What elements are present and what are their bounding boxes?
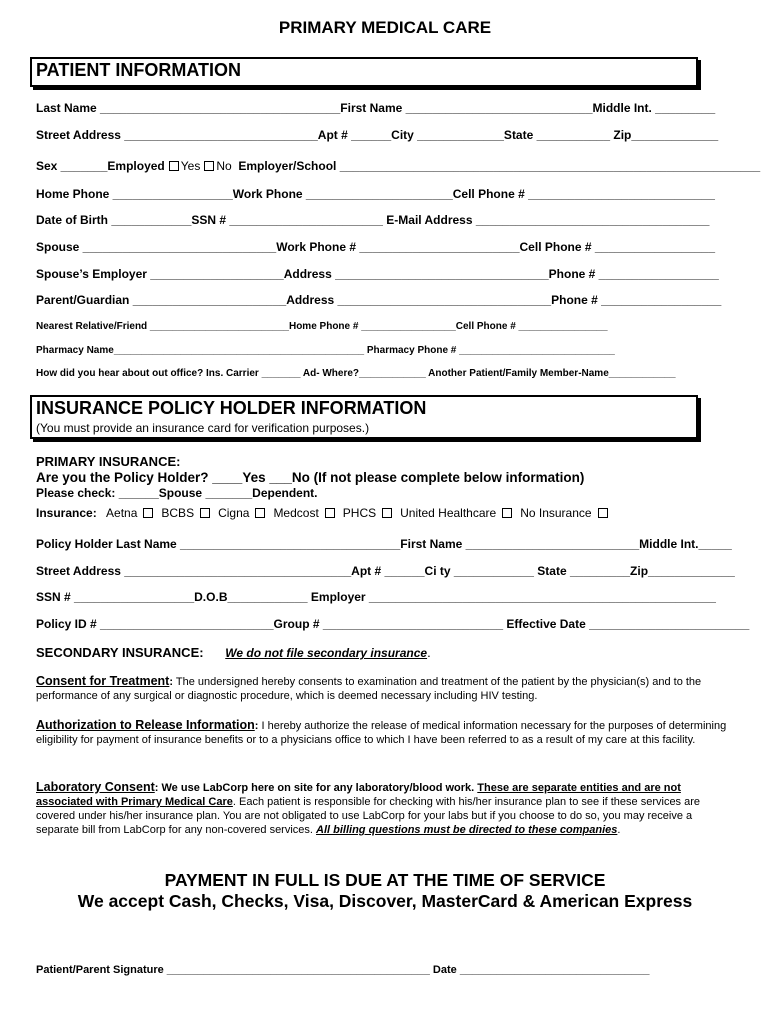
policy-holder-address-row[interactable]: Street Address __________________________________Apt # ______Ci ty ____________ State _________Zip_____________ (36, 564, 735, 578)
laboratory-consent-label: Laboratory Consent (36, 780, 155, 794)
consent-treatment-paragraph (36, 674, 736, 703)
carrier-checkbox[interactable] (502, 508, 512, 518)
payment-due-line: PAYMENT IN FULL IS DUE AT THE TIME OF SERVICE (164, 870, 606, 890)
accepted-payment-line: We accept Cash, Checks, Visa, Discover, MasterCard & American Express (77, 891, 693, 911)
secondary-insurance-row (36, 645, 431, 660)
employer-school-label: Employer/School _______________________________________________________________ (238, 159, 761, 173)
last-name-row[interactable]: Last Name ____________________________________First Name ____________________________Middle Int. _________ (36, 101, 716, 115)
policy-holder-ssn-row[interactable]: SSN # __________________D.O.B____________ Employer ____________________________________________________ (36, 590, 716, 604)
dob-ssn-email-row[interactable]: Date of Birth ____________SSN # _______________________ E-Mail Address ___________________________________ (36, 213, 710, 227)
carrier-label: Medcost (273, 506, 319, 520)
patient-info-header-box (30, 57, 698, 87)
sex-employed-row[interactable] (36, 159, 760, 173)
no-label: No (216, 159, 232, 173)
pharmacy-row[interactable]: Pharmacy Name_____________________________________________ Pharmacy Phone # ____________________________ (36, 345, 615, 356)
please-check-row[interactable]: Please check: ______Spouse _______Dependent. (36, 486, 318, 500)
carrier-checkbox[interactable] (598, 508, 608, 518)
lab-period: . (232, 796, 236, 808)
policy-holder-question[interactable]: Are you the Policy Holder? ____Yes ___No (If not please complete below information) (36, 470, 585, 485)
carrier-label: United Healthcare (400, 506, 497, 520)
secondary-insurance-label: SECONDARY INSURANCE: (36, 645, 204, 660)
employed-no-checkbox[interactable] (204, 161, 214, 171)
patient-info-heading: PATIENT INFORMATION (36, 60, 241, 80)
authorization-paragraph (36, 718, 736, 747)
insurance-header-box (30, 395, 698, 439)
yes-label: Yes (180, 159, 201, 173)
spouse-row[interactable]: Spouse _____________________________Work Phone # ________________________Cell Phone # __________________ (36, 240, 715, 254)
consent-treatment-label: Consent for Treatment (36, 674, 170, 688)
policy-holder-name-row[interactable]: Policy Holder Last Name _________________________________First Name __________________________Middle Int._____ (36, 537, 732, 551)
laboratory-consent-text: Each patient is responsible for checking with his/her insurance plan to see if these services are covered under his/her insurance plan. You are not obligated to use LabCorp for your labs but if you choose to do so, you may receive a separate bill from LabCorp for any non-covered services. (36, 796, 701, 836)
billing-questions-note: All billing questions must be directed to these companies (316, 824, 618, 836)
authorization-text: I hereby authorize the release of medical information necessary for the purposes of determining eligibility for payment of insurance benefits or to a physicians office to which I have been referred to as a result of my care at this facility. (36, 720, 727, 746)
separate-entities-statement: These are separate entities and are not associated with Primary Medical Care (36, 782, 681, 808)
laboratory-consent-colon: : (154, 782, 159, 794)
carrier-label: No Insurance (520, 506, 592, 520)
authorization-colon: : (254, 720, 259, 732)
insurance-carrier-row[interactable] (36, 506, 610, 520)
primary-insurance-label: PRIMARY INSURANCE: (36, 454, 181, 469)
insurance-label: Insurance: (36, 506, 97, 520)
labcorp-statement: We use LabCorp here on site for any laboratory/blood work. (158, 782, 478, 794)
carrier-checkbox[interactable] (382, 508, 392, 518)
lab-end-period: . (617, 824, 621, 836)
form-title: PRIMARY MEDICAL CARE (278, 18, 492, 37)
consent-treatment-colon: : (169, 676, 174, 688)
parent-guardian-row[interactable]: Parent/Guardian _______________________Address ________________________________Phone # __________________ (36, 293, 722, 307)
carrier-checkbox[interactable] (143, 508, 153, 518)
consent-treatment-text: The undersigned hereby consents to examination and treatment of the patient by the physician(s) and to the performance of any surgical or diagnostic procedure, which is deemed necessary including HIV testing. (36, 676, 702, 702)
carrier-checkbox[interactable] (200, 508, 210, 518)
carrier-list[interactable] (100, 506, 610, 520)
sex-employed-label: Sex _______Employed (36, 159, 165, 173)
carrier-checkbox[interactable] (325, 508, 335, 518)
insurance-heading: INSURANCE POLICY HOLDER INFORMATION (36, 398, 427, 418)
phone-row[interactable]: Home Phone __________________Work Phone ______________________Cell Phone # ____________________________ (36, 187, 715, 201)
carrier-label: PHCS (342, 506, 377, 520)
insurance-subheading: (You must provide an insurance card for verification purposes.) (36, 421, 370, 435)
carrier-label: Aetna (106, 506, 138, 520)
carrier-label: Cigna (218, 506, 250, 520)
authorization-label: Authorization to Release Information (36, 718, 255, 732)
referral-source-row[interactable]: How did you hear about out office? Ins. Carrier _______ Ad- Where?____________ Another Patient/Family Member-Name____________ (36, 368, 676, 379)
carrier-checkbox[interactable] (255, 508, 265, 518)
signature-row[interactable]: Patient/Parent Signature ___________________________________________ Date _______________________________ (36, 964, 650, 976)
policy-id-row[interactable]: Policy ID # __________________________Group # ___________________________ Effective Date ________________________ (36, 617, 750, 631)
spouse-employer-row[interactable]: Spouse’s Employer ____________________Address ________________________________Phone # __________________ (36, 267, 719, 281)
nearest-relative-row[interactable]: Nearest Relative/Friend _________________________Home Phone # _________________Cell Phone # ________________ (36, 321, 608, 332)
street-address-row[interactable]: Street Address _____________________________Apt # ______City _____________State ___________ Zip_____________ (36, 128, 719, 142)
secondary-period: . (427, 645, 431, 660)
employed-yes-checkbox[interactable] (169, 161, 179, 171)
carrier-label: BCBS (161, 506, 195, 520)
laboratory-consent-paragraph (36, 780, 736, 837)
secondary-insurance-note: We do not file secondary insurance (225, 646, 428, 660)
